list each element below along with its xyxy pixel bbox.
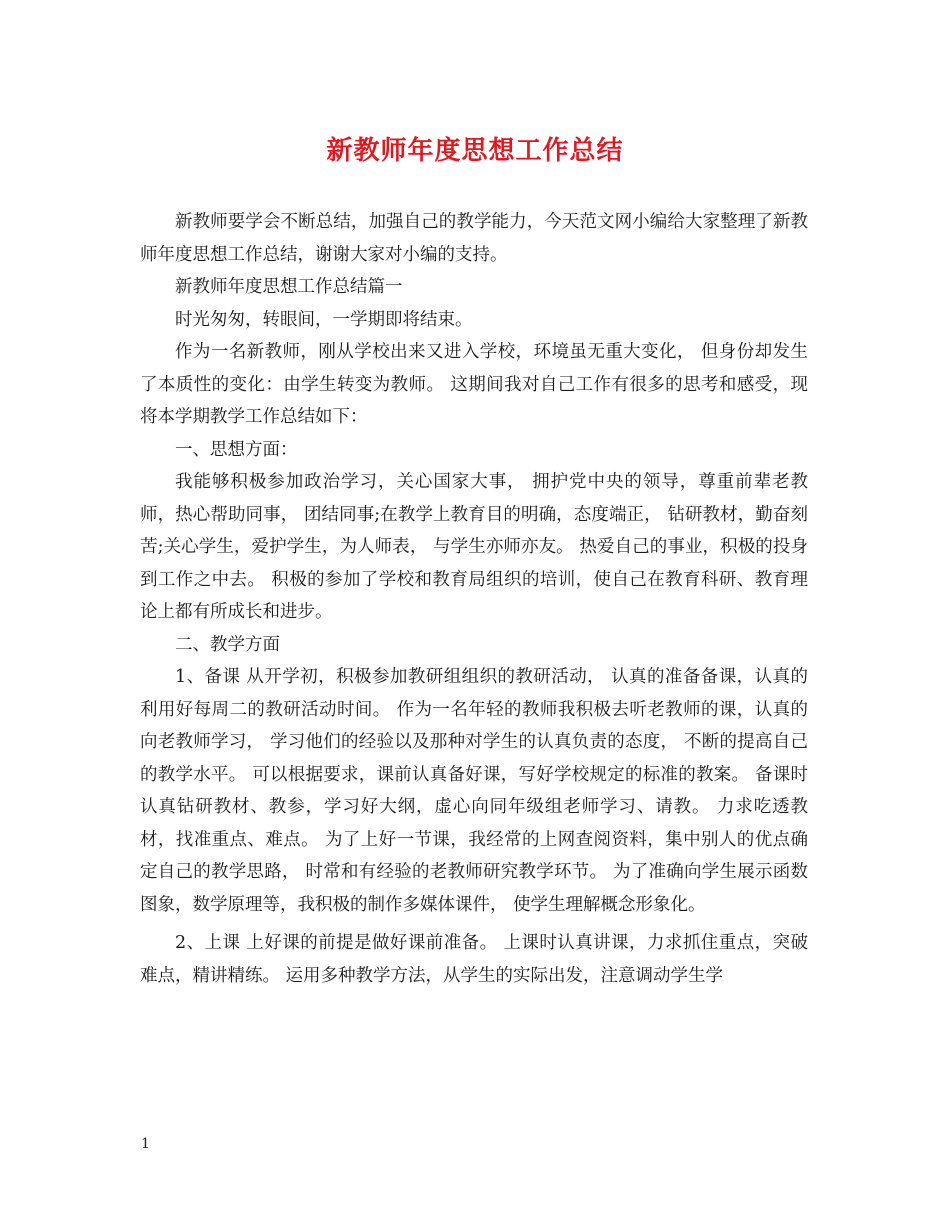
paragraph-lesson-prep: 1、备课 从开学初，积极参加教研组组织的教研活动， 认真的准备备课，认真的利用好每周二的教研活动时间。 作为一名年轻的教师我积极去听老教师的课，认真的向老教师学习， 学习他们的经验以及那种对学生的认真负责的态度， 不断的提高自己的教学水平。 可以根据要求，课前认真备好课，写好学校规定的标准的教案。 备课时认真钻研教材、教参，学习好大纲，虚心向同年级组老师学习、请教。 力求吃透教材，找准重点、难点。 为了上好一节课，我经常的上网查阅资料，集中别人的优点确定自己的教学思路， 时常和有经验的老教师研究教学环节。 为了准确向学生展示函数图象，数学原理等，我积极的制作多媒体课件， 使学生理解概念形象化。: [140, 667, 808, 915]
paragraph-overview: 作为一名新教师，刚从学校出来又进入学校，环境虽无重大变化， 但身份却发生了本质性的变化：由学生转变为教师。 这期间我对自己工作有很多的思考和感受，现将本学期教学工作总结如下：: [140, 342, 808, 427]
document-title: 新教师年度思想工作总结: [326, 136, 624, 166]
paragraph-section-heading: 新教师年度思想工作总结篇一: [175, 277, 403, 297]
paragraph-heading-thought: 一、思想方面：: [175, 439, 298, 460]
paragraph-opening: 时光匆匆，转眼间，一学期即将结束。: [175, 309, 473, 330]
paragraph-class-teaching: 2、上课 上好课的前提是做好课前准备。 上课时认真讲课，力求抓住重点，突破难点，精讲精练。 运用多种教学方法，从学生的实际出发，注意调动学生学: [140, 933, 808, 986]
document-body: [140, 206, 808, 992]
paragraph-intro: 新教师要学会不断总结，加强自己的教学能力，今天范文网小编给大家整理了新教师年度思想工作总结，谢谢大家对小编的支持。: [140, 212, 808, 265]
paragraph-thought-content: 我能够积极参加政治学习，关心国家大事， 拥护党中央的领导，尊重前辈老教师，热心帮助同事， 团结同事;在教学上教育目的明确，态度端正， 钻研教材，勤奋刻苦;关心学生，爱护学生，为人师表， 与学生亦师亦友。 热爱自己的事业，积极的投身到工作之中去。 积极的参加了学校和教育局组织的培训，使自己在教育科研、教育理论上都有所成长和进步。: [140, 472, 808, 622]
paragraph-heading-teaching: 二、教学方面: [175, 634, 280, 655]
page-number: 1: [141, 1136, 150, 1152]
